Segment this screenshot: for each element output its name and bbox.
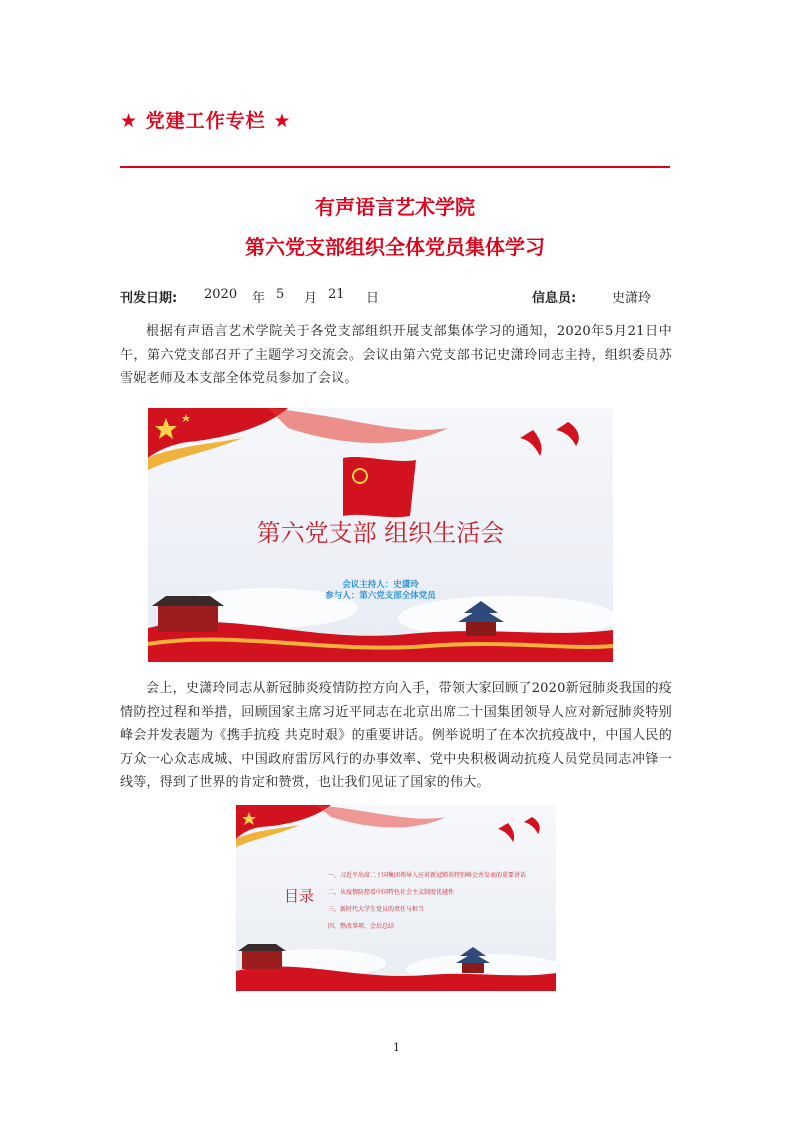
slide-title: 第六党支部 组织生活会	[256, 519, 505, 547]
doc-title-line1: 有声语言艺术学院	[315, 195, 475, 219]
paragraph-intro: 根据有声语言艺术学院关于各党支部组织开展支部集体学习的通知，2020年5月21日中午，第六党支部召开了主题学习交流会。会议由第六党支部书记史潇玲同志主持，组织委员苏雪妮老师及本支部全体党员参加了会议。	[120, 324, 672, 386]
star-icon: ★	[273, 110, 292, 132]
doc-title-line2: 第六党支部组织全体党员集体学习	[245, 235, 545, 259]
column-title	[120, 106, 291, 133]
paragraph-meeting: 会上，史潇玲同志从新冠肺炎疫情防控方向入手，带领大家回顾了2020新冠肺炎我国的疫情防控过程和举措，回顾国家主席习近平同志在北京出席二十国集团领导人应对新冠肺炎特别峰会并发表题为《携手抗疫 共克时艰》的重要讲话。例举说明了在本次抗疫战中，中国人民的万众一心众志成城、中国政府雷厉风行的办事效率、党中央积极调动抗疫人员党员同志冲锋一线等，得到了世界的肯定和赞赏，也让我们见证了国家的伟大。	[120, 681, 672, 790]
date-day-unit: 日	[366, 291, 380, 306]
toc-list	[328, 867, 526, 935]
toc-slide-photo	[236, 805, 556, 991]
toc-item: 二、从疫情防控看中国特色社会主义制度优越性	[328, 889, 455, 896]
slide-host: 会议主持人：史潇玲	[342, 580, 419, 590]
slide-participants: 参与人：第六党支部全体党员	[325, 591, 436, 601]
toc-item: 一、习近平出席二十国集团领导人应对新冠肺炎特别峰会并发表的重要讲话	[328, 872, 527, 879]
meta-row	[120, 287, 670, 307]
meeting-slide-photo	[148, 408, 613, 662]
page-number: 1	[393, 1041, 400, 1054]
reporter-label: 信息员:	[532, 291, 577, 306]
date-label: 刊发日期:	[120, 291, 178, 306]
star-icon: ★	[120, 110, 139, 132]
date-year-unit: 年	[252, 291, 266, 306]
date-day: 21	[328, 287, 345, 302]
title-divider	[120, 166, 670, 168]
date-month-unit: 月	[304, 291, 318, 306]
date-month: 5	[276, 287, 285, 302]
column-title-text: 党建工作专栏	[145, 110, 266, 132]
date-year: 2020	[204, 287, 238, 302]
toc-item: 三、新时代大学生党员的责任与担当	[328, 906, 425, 913]
toc-title: 目录	[284, 887, 315, 905]
reporter-name: 史潇玲	[612, 291, 652, 306]
toc-item: 四、整改事项、会后总结	[328, 923, 395, 930]
